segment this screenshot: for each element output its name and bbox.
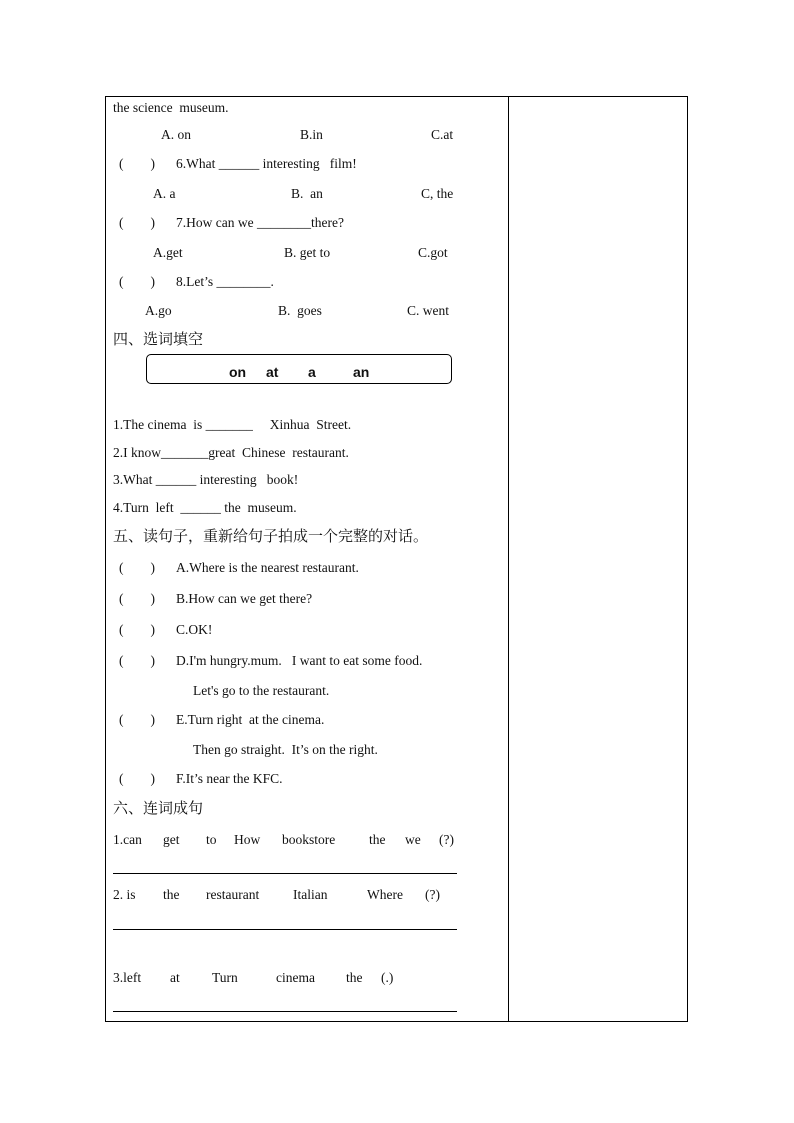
dialogue-d: D.I'm hungry.mum. I want to eat some food.: [176, 653, 423, 668]
word-bank-an: an: [353, 364, 370, 380]
q5-option-c: C.at: [431, 127, 454, 142]
q2-word: (?): [425, 887, 440, 902]
dialogue-c: C.OK!: [176, 622, 213, 637]
q5-option-a: A. on: [161, 127, 191, 142]
q3-word: at: [170, 970, 180, 985]
q8-answer-bracket[interactable]: ( ): [119, 274, 155, 289]
worksheet-table: [105, 96, 688, 1022]
q3-word: Turn: [212, 970, 238, 985]
q7-text: 7.How can we ________there?: [176, 215, 344, 230]
order-bracket-d[interactable]: ( ): [119, 653, 155, 668]
q3-word: cinema: [276, 970, 315, 985]
q2-word: Where: [367, 887, 403, 902]
section-6-heading: 六、连词成句: [113, 799, 204, 817]
word-bank-a: a: [308, 364, 316, 380]
order-bracket-f[interactable]: ( ): [119, 771, 155, 786]
q3-word: 3.left: [113, 970, 142, 985]
q7-option-b: B. get to: [284, 245, 331, 260]
dialogue-a: A.Where is the nearest restaurant.: [176, 560, 359, 575]
q6-text: 6.What ______ interesting film!: [176, 156, 357, 171]
order-bracket-a[interactable]: ( ): [119, 560, 155, 575]
column-divider: [508, 96, 509, 1022]
q1-word: to: [206, 832, 217, 847]
q1-word: bookstore: [282, 832, 336, 847]
q3-word: the: [346, 970, 363, 985]
word-bank-box: [146, 354, 452, 384]
dialogue-e-continuation: Then go straight. It’s on the right.: [193, 742, 378, 757]
q8-text: 8.Let’s ________.: [176, 274, 274, 289]
q5-option-b: B.in: [300, 127, 323, 142]
order-bracket-e[interactable]: ( ): [119, 712, 155, 727]
fill-blank-3: 3.What ______ interesting book!: [113, 472, 299, 487]
fill-blank-1: 1.The cinema is _______ Xinhua Street.: [113, 417, 352, 432]
answer-line-1[interactable]: [113, 873, 457, 874]
q1-word: we: [405, 832, 421, 847]
dialogue-e: E.Turn right at the cinema.: [176, 712, 325, 727]
q6-option-a: A. a: [153, 186, 176, 201]
order-bracket-b[interactable]: ( ): [119, 591, 155, 606]
q8-option-b: B. goes: [278, 303, 322, 318]
q1-word: 1.can: [113, 832, 142, 847]
dialogue-d-continuation: Let's go to the restaurant.: [193, 683, 330, 698]
q1-word: the: [369, 832, 386, 847]
section-4-heading: 四、选词填空: [113, 330, 204, 348]
dialogue-b: B.How can we get there?: [176, 591, 313, 606]
q6-answer-bracket[interactable]: ( ): [119, 156, 155, 171]
word-bank-on: on: [229, 364, 247, 380]
question-5-continuation: the science museum.: [113, 100, 229, 115]
section-5-heading: 五、读句子，重新给句子拍成一个完整的对话。: [113, 527, 429, 545]
q1-word: get: [163, 832, 180, 847]
q2-word: restaurant: [206, 887, 260, 902]
q7-option-c: C.got: [418, 245, 448, 260]
q1-word: How: [234, 832, 261, 847]
q8-option-a: A.go: [145, 303, 172, 318]
q3-word: (.): [381, 970, 394, 985]
q6-option-c: C, the: [421, 186, 454, 201]
word-bank-at: at: [266, 364, 279, 380]
q7-answer-bracket[interactable]: ( ): [119, 215, 155, 230]
q2-word: Italian: [293, 887, 328, 902]
dialogue-f: F.It’s near the KFC.: [176, 771, 283, 786]
order-bracket-c[interactable]: ( ): [119, 622, 155, 637]
answer-line-3[interactable]: [113, 1011, 457, 1012]
q2-word: 2. is: [113, 887, 136, 902]
fill-blank-4: 4.Turn left ______ the museum.: [113, 500, 297, 515]
q2-word: the: [163, 887, 180, 902]
q1-word: (?): [439, 832, 454, 847]
fill-blank-2: 2.I know_______great Chinese restaurant.: [113, 445, 349, 460]
answer-line-2[interactable]: [113, 929, 457, 930]
q7-option-a: A.get: [153, 245, 183, 260]
q6-option-b: B. an: [291, 186, 323, 201]
q8-option-c: C. went: [407, 303, 449, 318]
